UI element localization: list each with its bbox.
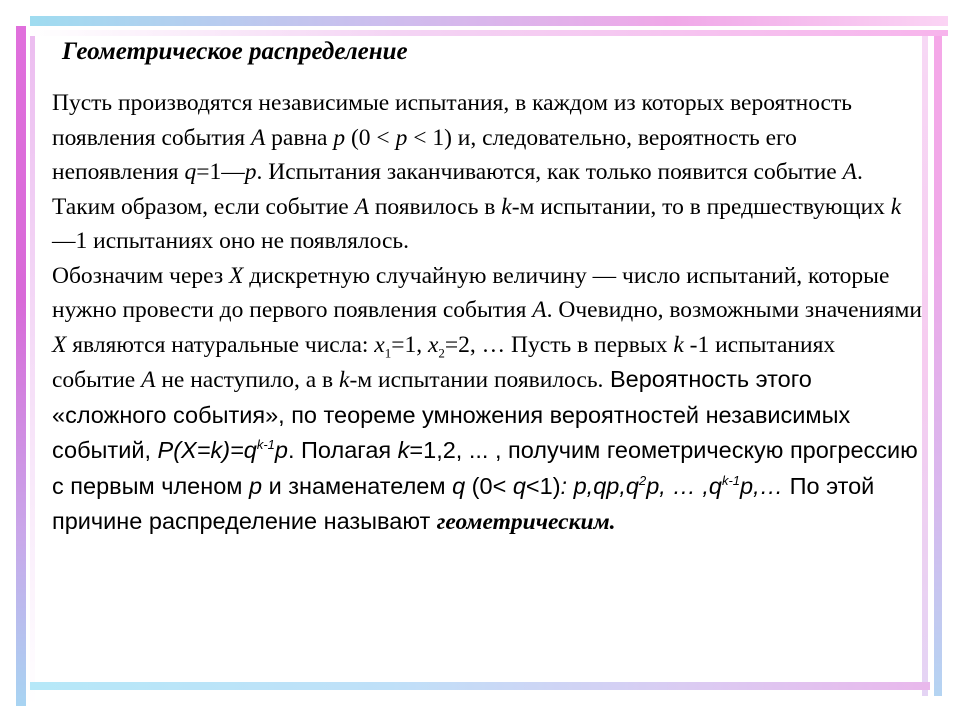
paragraph-1: Пусть производятся независимые испытания, в каждом из которых вероятность появления события А равна p (0 < p < 1) и, следовательно, вероятность его непоявления q=1—p. Испытания заканчиваются, как только появится событие А. Таким образом, если событие А появилось в k-м испытании, то в предшествующих k —1 испытаниях оно не появлялось. — [52, 90, 902, 254]
top-decor-bar — [30, 16, 948, 26]
formula-probability: $P(X=k)=q^{k-1}p$ — [157, 437, 288, 463]
bottom-decor-bar — [30, 682, 930, 690]
slide-body — [52, 86, 922, 540]
left-decor-bar-inner — [30, 36, 35, 706]
geometric-sequence: $p,qp,q^2p$, … $,q^{k-1}p,\dots$ — [573, 472, 784, 499]
right-decor-bar — [934, 36, 942, 696]
right-decor-bar-inner — [922, 36, 928, 696]
slide-title: Геометрическое распределение — [62, 38, 408, 65]
left-decor-bar — [16, 26, 26, 706]
paragraph-2: Обозначим через X дискретную случайную величину — число испытаний, которые нужно провести до первого появления события А. Очевидно, возможными значениями X являются натуральные числа: $x_1=1$, $x_2=2$, … Пусть в первых k -1 испытаниях событие А не наступило, а в k-м испытании появилось. Вероятность этого «сложного события», по теореме умножения вероятностей независимых событий, $P(X=k)=q^{k-1}p$. Полагая k=1,2, ... , получим геометрическую прогрессию с первым членом p и знаменателем q (0< q<1): $p,qp,q^2p$, … $,q^{k-1}p,\dots$ По этой причине распределение называют геометрическим. — [52, 262, 922, 535]
top-decor-bar-inner — [30, 30, 948, 36]
paragraph-3: Вероятность этого «сложного события», по теореме умножения вероятностей независимых событий, $P(X=k)=q^{k-1}p$. Полагая k=1,2, ... , получим геометрическую прогрессию с первым членом p и знаменателем q (0< q<1): $p,qp,q^2p$, … $,q^{k-1}p,\dots$ По этой причине распределение называют геометрическим. — [52, 366, 918, 535]
emphasis-term: геометрическим. — [436, 509, 616, 535]
